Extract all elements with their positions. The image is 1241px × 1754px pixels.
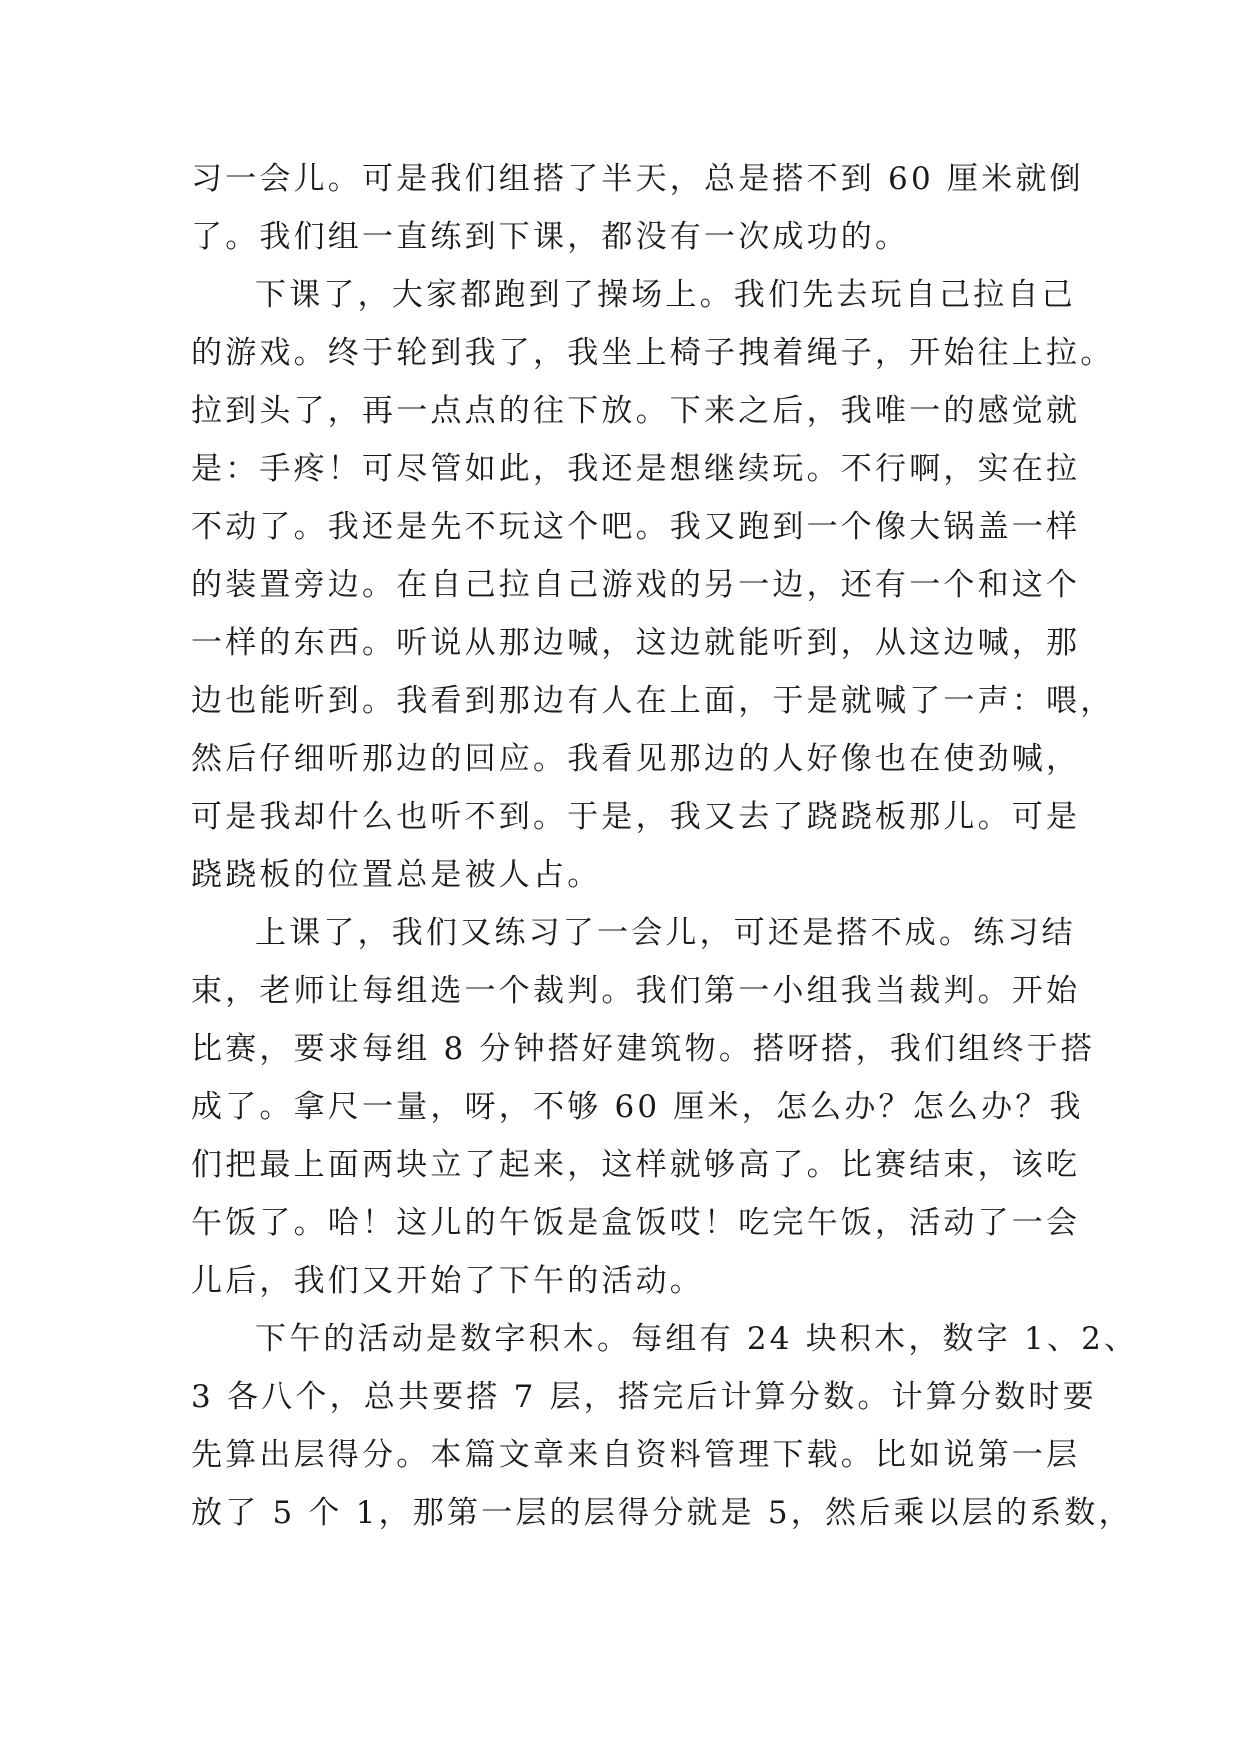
paragraph-start-line: 下课了，大家都跑到了操场上。我们先去玩自己拉自己 — [255, 277, 1076, 313]
text-line: 3 各八个，总共要搭 7 层，搭完后计算分数。计算分数时要 — [191, 1379, 1097, 1415]
body-text — [191, 150, 1139, 1542]
text-line: 放了 5 个 1，那第一层的层得分就是 5，然后乘以层的系数， — [191, 1495, 1133, 1531]
text-line: 可是我却什么也听不到。于是，我又去了跷跷板那儿。可是 — [191, 799, 1081, 835]
text-line: 们把最上面两块立了起来，这样就够高了。比赛结束，该吃 — [191, 1147, 1081, 1183]
paragraph-start-line: 下午的活动是数字积木。每组有 24 块积木，数字 1、2、 — [255, 1321, 1139, 1357]
text-line: 先算出层得分。本篇文章来自资料管理下载。比如说第一层 — [191, 1437, 1081, 1473]
text-line: 是：手疼！可尽管如此，我还是想继续玩。不行啊，实在拉 — [191, 451, 1081, 487]
text-line: 边也能听到。我看到那边有人在上面，于是就喊了一声：喂， — [191, 683, 1115, 719]
text-line: 不动了。我还是先不玩这个吧。我又跑到一个像大锅盖一样 — [191, 509, 1081, 545]
text-line: 午饭了。哈！这儿的午饭是盒饭哎！吃完午饭，活动了一会 — [191, 1205, 1081, 1241]
text-line: 一样的东西。听说从那边喊，这边就能听到，从这边喊，那 — [191, 625, 1081, 661]
text-line: 的装置旁边。在自己拉自己游戏的另一边，还有一个和这个 — [191, 567, 1081, 603]
text-line: 儿后，我们又开始了下午的活动。 — [191, 1263, 704, 1299]
text-line: 习一会儿。可是我们组搭了半天，总是搭不到 60 厘米就倒 — [191, 161, 1084, 197]
text-line: 成了。拿尺一量，呀，不够 60 厘米，怎么办？怎么办？我 — [191, 1089, 1084, 1125]
text-line: 了。我们组一直练到下课，都没有一次成功的。 — [191, 219, 910, 255]
text-line: 拉到头了，再一点点的往下放。下来之后，我唯一的感觉就 — [191, 393, 1081, 429]
text-line: 跷跷板的位置总是被人占。 — [191, 857, 602, 893]
text-line: 束，老师让每组选一个裁判。我们第一小组我当裁判。开始 — [191, 973, 1081, 1009]
text-line: 的游戏。终于轮到我了，我坐上椅子拽着绳子，开始往上拉。 — [191, 335, 1115, 371]
text-line: 然后仔细听那边的回应。我看见那边的人好像也在使劲喊， — [191, 741, 1081, 777]
text-line: 比赛，要求每组 8 分钟搭好建筑物。搭呀搭，我们组终于搭 — [191, 1031, 1096, 1067]
paragraph-start-line: 上课了，我们又练习了一会儿，可还是搭不成。练习结 — [255, 915, 1076, 951]
